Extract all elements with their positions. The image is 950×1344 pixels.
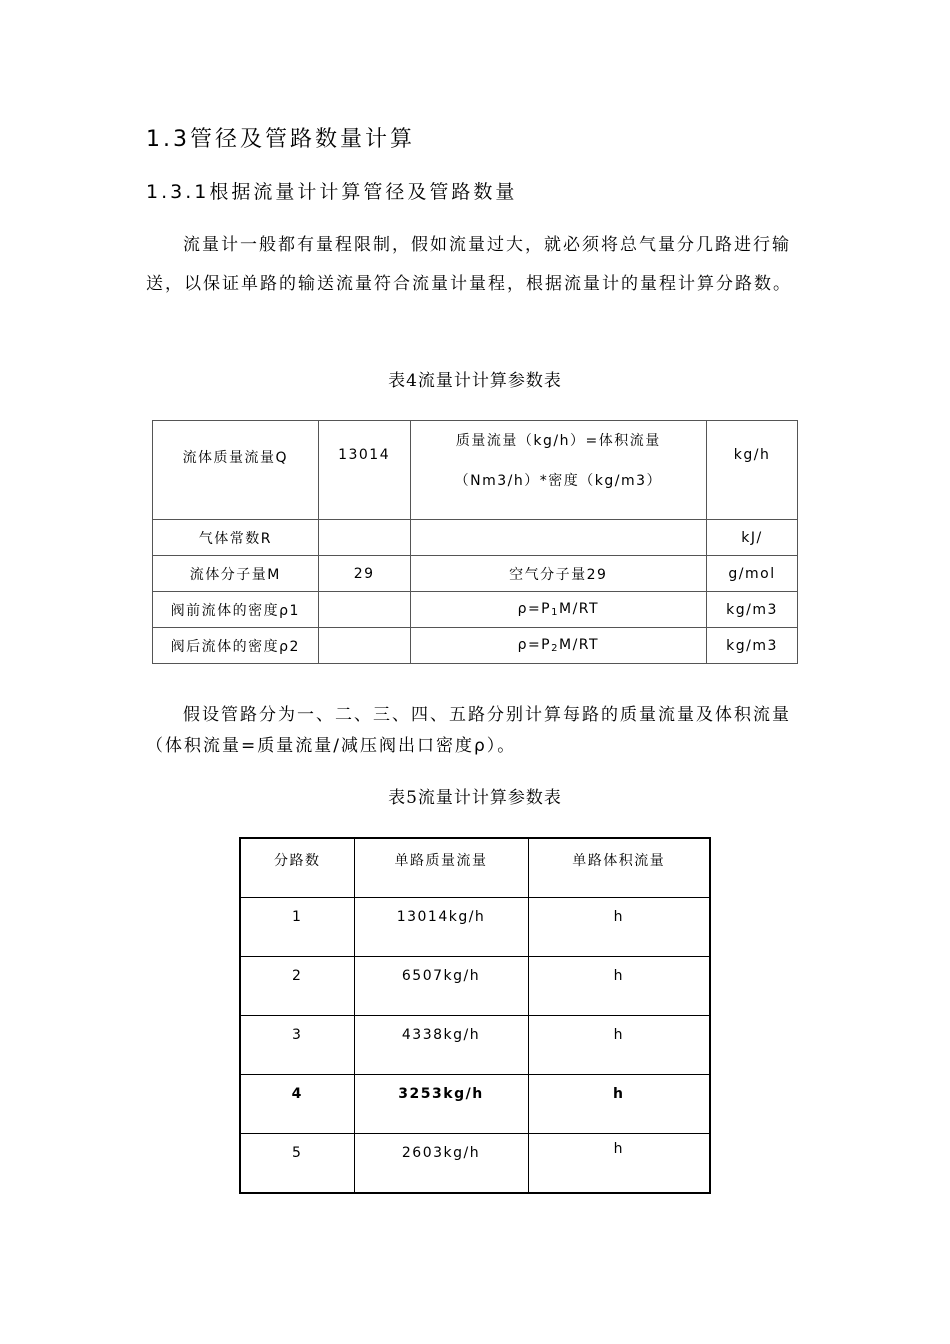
- table5-cell: 2: [240, 957, 354, 1016]
- formula-sub: 1: [551, 607, 559, 618]
- table4-row: [153, 556, 798, 592]
- formula-line-2: （Nm3/h）*密度（kg/m3）: [454, 473, 662, 489]
- table4-row: [153, 520, 798, 556]
- table5-cell: 5: [240, 1134, 354, 1194]
- paragraph-2-text: 假设管路分为一、二、三、四、五路分别计算每路的质量流量及体积流量（体积流量=质量流量/减压阀出口密度ρ）。: [146, 705, 791, 756]
- table5-cell: h: [528, 1134, 710, 1194]
- table5-cell: 2603kg/h: [354, 1134, 528, 1194]
- table5-cell: h: [528, 957, 710, 1016]
- paragraph-1-text: 流量计一般都有量程限制，假如流量过大，就必须将总气量分几路进行输送，以保证单路的输送流量符合流量计量程，根据流量计的量程计算分路数。: [146, 235, 792, 294]
- table5-cell: 4: [240, 1075, 354, 1134]
- table4-cell-name: 阀后流体的密度ρ2: [153, 628, 319, 664]
- formula-sub: 2: [551, 643, 559, 654]
- table4-caption: 表4流量计计算参数表: [388, 371, 562, 391]
- table4-cell-value: [318, 592, 410, 628]
- table4-cell-unit: kg/m3: [707, 592, 798, 628]
- table4-row: [153, 592, 798, 628]
- table4-cell-value: [318, 520, 410, 556]
- table4-cell-value: 13014: [318, 421, 410, 520]
- table4: [152, 420, 798, 664]
- formula-line-1: 质量流量（kg/h）=体积流量: [455, 433, 661, 449]
- table5-caption: 表5流量计计算参数表: [388, 788, 562, 808]
- paragraph-1: [146, 226, 814, 304]
- table4-cell-formula: 空气分子量29: [410, 556, 707, 592]
- table5-cell: 3: [240, 1016, 354, 1075]
- table5-cell: h: [528, 1016, 710, 1075]
- table5-header: 单路质量流量: [354, 838, 528, 898]
- formula-pre: ρ=P: [517, 601, 552, 617]
- table5-cell: h: [528, 1075, 710, 1134]
- table4-cell-value: 29: [318, 556, 410, 592]
- table4-cell-unit: g/mol: [707, 556, 798, 592]
- table5-cell: 4338kg/h: [354, 1016, 528, 1075]
- formula-post: M/RT: [559, 601, 600, 617]
- table4-cell-unit: kg/h: [707, 421, 798, 520]
- table5-cell: h: [528, 898, 710, 957]
- table5-header-row: [240, 838, 710, 898]
- table5: [239, 837, 711, 1194]
- table5-cell: 13014kg/h: [354, 898, 528, 957]
- table5-row: [240, 898, 710, 957]
- table4-cell-formula: [410, 592, 707, 628]
- table4-cell-formula: [410, 520, 707, 556]
- table4-cell-name: 气体常数R: [153, 520, 319, 556]
- table4-cell-unit: kJ/: [707, 520, 798, 556]
- formula-pre: ρ=P: [517, 637, 552, 653]
- table5-header: 分路数: [240, 838, 354, 898]
- table4-cell-name: 流体分子量M: [153, 556, 319, 592]
- table4-cell-unit: kg/m3: [707, 628, 798, 664]
- table5-row: [240, 1134, 710, 1194]
- table4-cell-value: [318, 628, 410, 664]
- table5-row: [240, 957, 710, 1016]
- table5-cell: 6507kg/h: [354, 957, 528, 1016]
- table5-cell: 1: [240, 898, 354, 957]
- table4-row: [153, 421, 798, 520]
- table4-cell-name: 流体质量流量Q: [153, 421, 319, 520]
- paragraph-2: [146, 700, 814, 762]
- subsection-heading: 1.3.1根据流量计计算管径及管路数量: [146, 181, 518, 203]
- table4-cell-formula: [410, 421, 707, 520]
- table5-row: [240, 1016, 710, 1075]
- table5-row: [240, 1075, 710, 1134]
- table4-cell-formula: [410, 628, 707, 664]
- table4-cell-name: 阀前流体的密度ρ1: [153, 592, 319, 628]
- section-heading: 1.3管径及管路数量计算: [146, 127, 415, 152]
- table5-header: 单路体积流量: [528, 838, 710, 898]
- formula-post: M/RT: [559, 637, 600, 653]
- table5-cell: 3253kg/h: [354, 1075, 528, 1134]
- table4-row: [153, 628, 798, 664]
